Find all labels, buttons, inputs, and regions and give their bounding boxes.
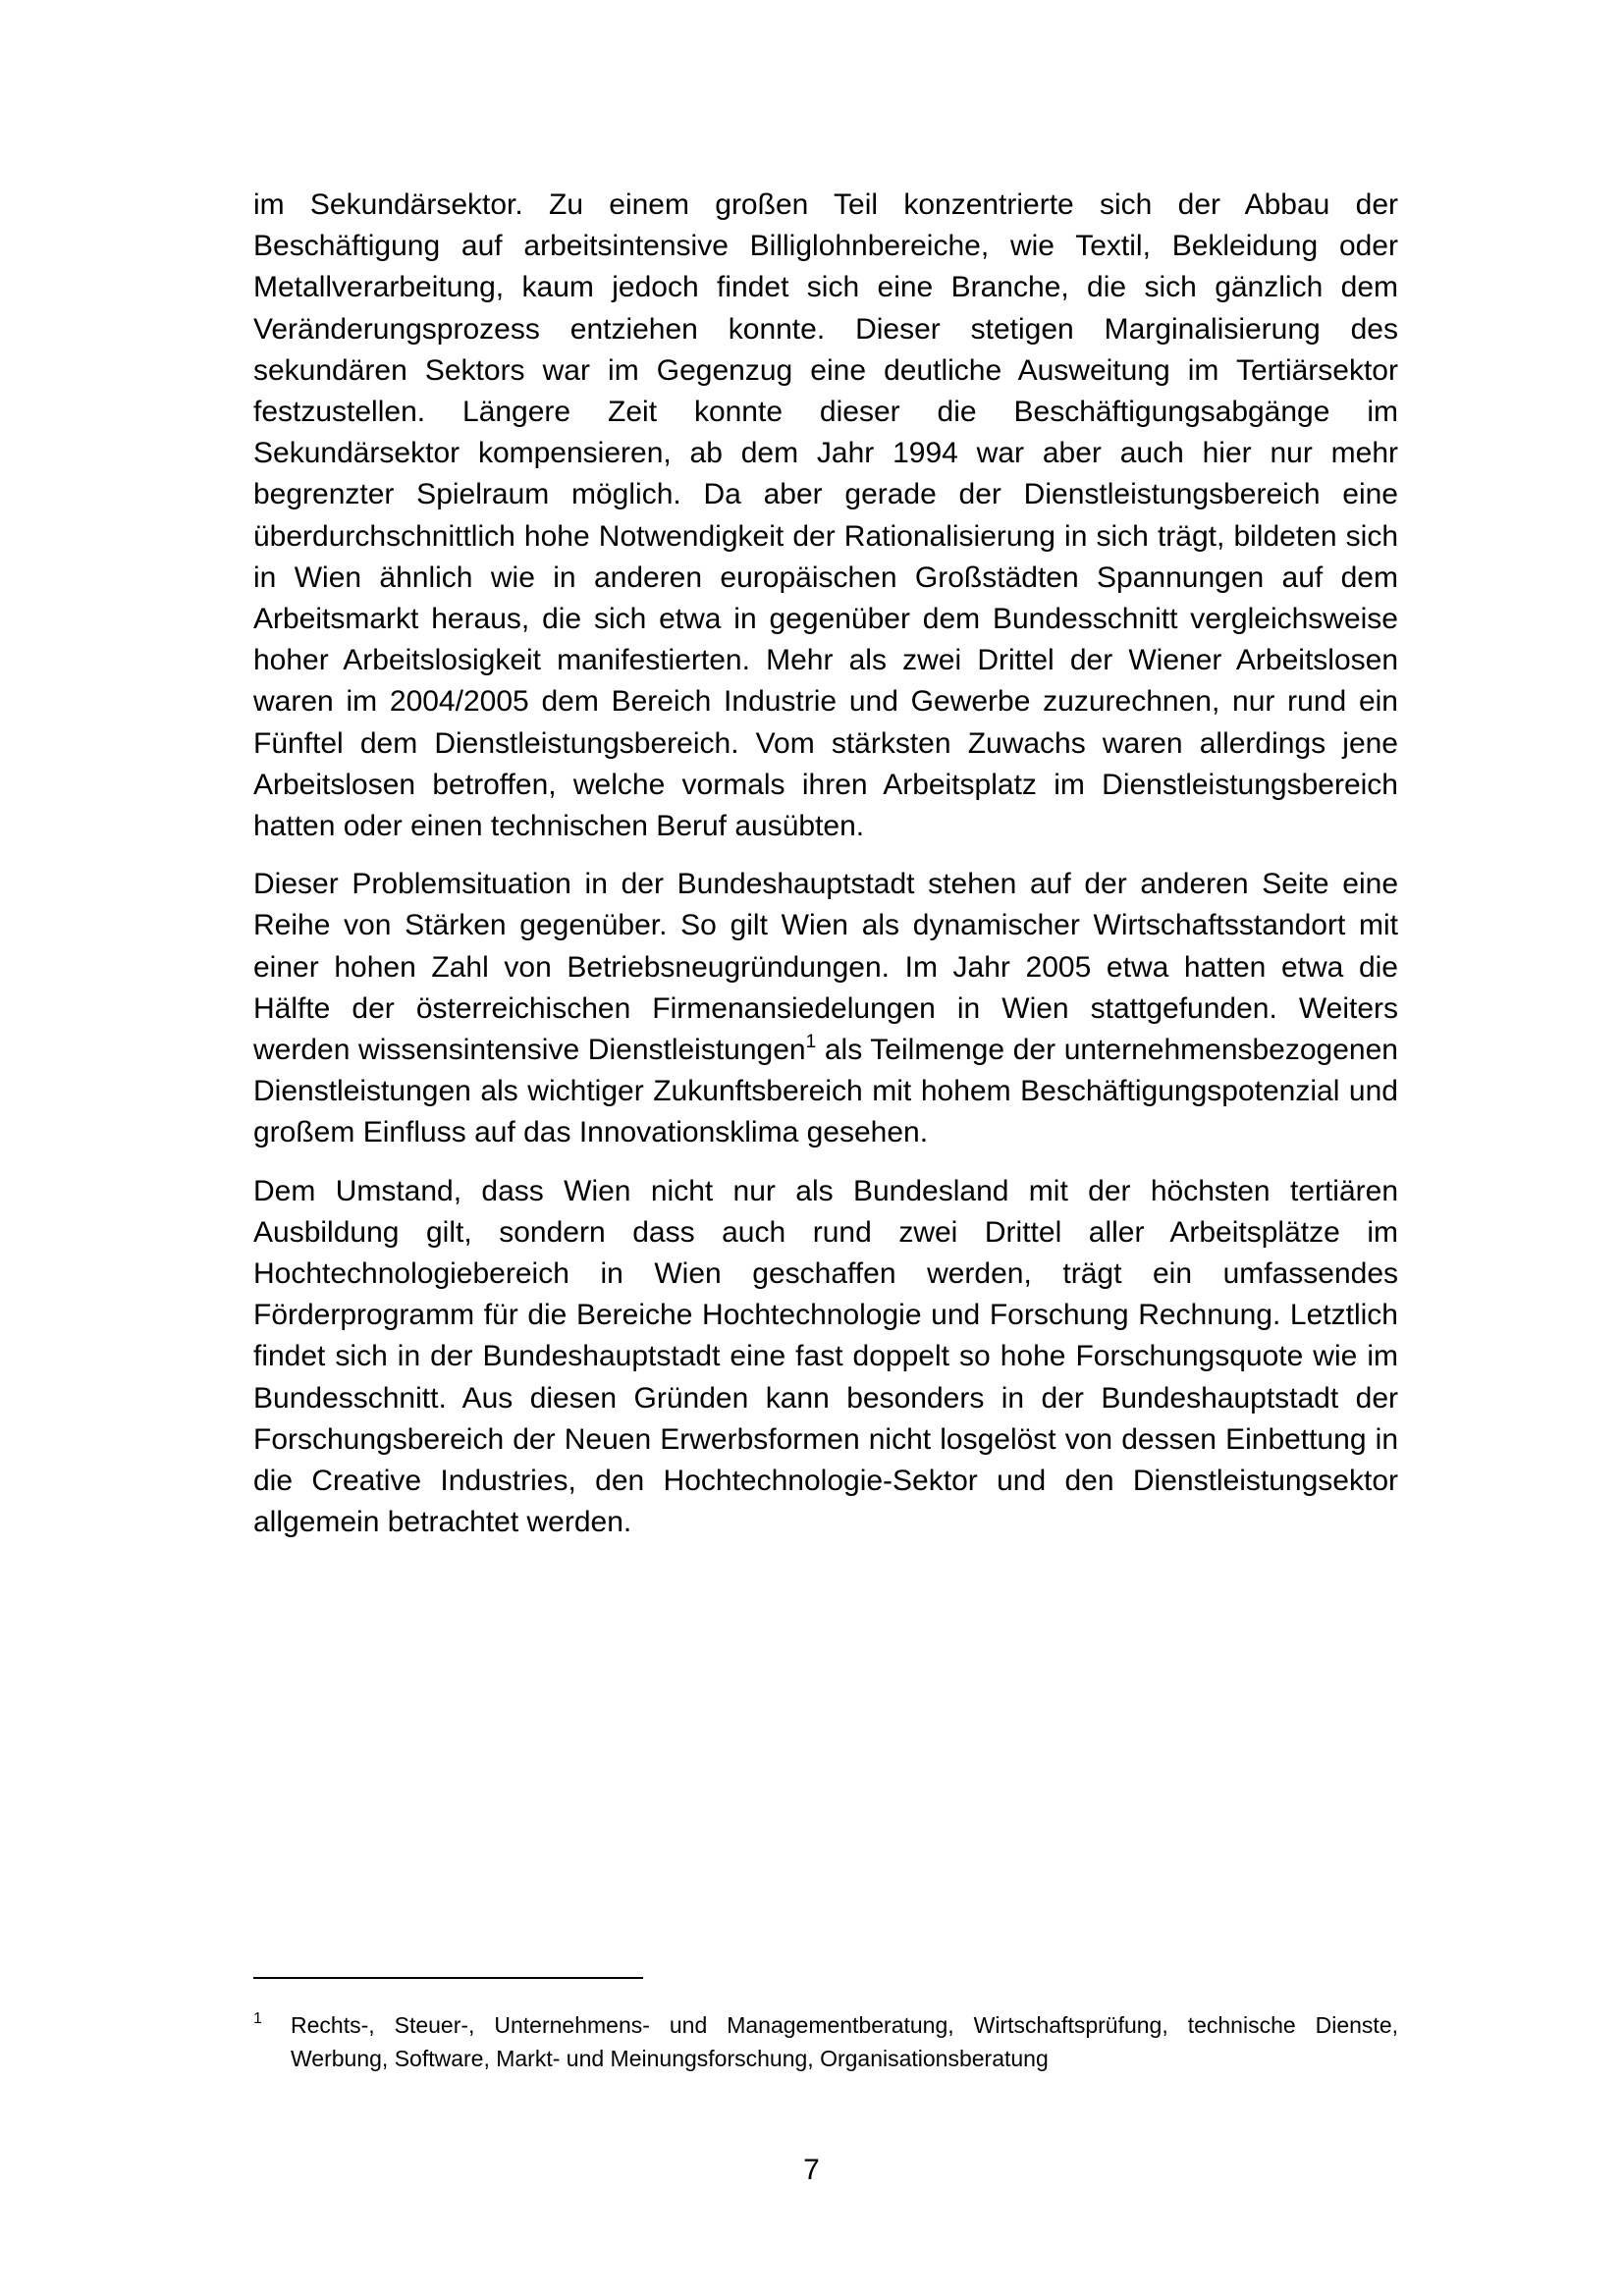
paragraph-3: Dem Umstand, dass Wien nicht nur als Bundesland mit der höchsten tertiären Ausbildung gilt, sondern dass auch rund zwei Drittel aller Arbeitsplätze im Hochtechnologiebereich in Wien geschaffen werden, trägt ein umfassendes Förderprogramm für die Bereiche Hochtechnologie und Forschung Rechnung. Letztlich findet sich in der Bundeshauptstadt eine fast doppelt so hohe Forschungsquote wie im Bundesschnitt. Aus diesen Gründen kann besonders in der Bundeshauptstadt der Forschungsbereich der Neuen Erwerbsformen nicht losgelöst von dessen Einbettung in die Creative Industries, den Hochtechnologie-Sektor und den Dienstleistungsektor allgemein betrachtet werden. (253, 1174, 1398, 1539)
footnote-reference: 1 (805, 1032, 817, 1053)
paragraph-2-text-b: als Teilmenge der unternehmensbezogenen Dienstleistungen als wichtiger Zukunftsbereich mit hohem Beschäftigungspotenzial und großem Einfluss auf das Innovationsklima gesehen. (253, 1034, 1398, 1149)
page-number: 7 (803, 2154, 820, 2186)
paragraph-2 (253, 864, 1398, 1153)
footnote-text: Rechts-, Steuer-, Unternehmens- und Managementberatung, Wirtschaftsprüfung, technische Dienste, Werbung, Software, Markt- und Meinungsforschung, Organisationsberatung (291, 2012, 1398, 2071)
footnote-number: 1 (253, 2010, 262, 2027)
paragraph-2-text-a: Dieser Problemsituation in der Bundeshauptstadt stehen auf der anderen Seite eine Reihe von Stärken gegenüber. So gilt Wien als dynamischer Wirtschaftsstandort mit einer hohen Zahl von Betriebsneugründungen. Im Jahr 2005 etwa hatten etwa die Hälfte der österreichischen Firmenansiedelungen in Wien stattgefunden. Weiters werden wissensintensive Dienstleistungen (253, 868, 1398, 1067)
footnote (253, 2008, 1398, 2075)
footnote-separator (253, 1977, 643, 1979)
body-text (253, 185, 1398, 1561)
paragraph-1: im Sekundärsektor. Zu einem großen Teil konzentrierte sich der Abbau der Beschäftigung auf arbeitsintensive Billiglohnbereiche, wie Textil, Bekleidung oder Metallverarbeitung, kaum jedoch findet sich eine Branche, die sich gänzlich dem Veränderungsprozess entziehen konnte. Dieser stetigen Marginalisierung des sekundären Sektors war im Gegenzug eine deutliche Ausweitung im Tertiärsektor festzustellen. Längere Zeit konnte dieser die Beschäftigungsabgänge im Sekundärsektor kompensieren, ab dem Jahr 1994 war aber auch hier nur mehr begrenzter Spielraum möglich. Da aber gerade der Dienstleistungsbereich eine überdurchschnittlich hohe Notwendigkeit der Rationalisierung in sich trägt, bildeten sich in Wien ähnlich wie in anderen europäischen Großstädten Spannungen auf dem Arbeitsmarkt heraus, die sich etwa in gegenüber dem Bundesschnitt vergleichsweise hoher Arbeitslosigkeit manifestierten. Mehr als zwei Drittel der Wiener Arbeitslosen waren im 2004/2005 dem Bereich Industrie und Gewerbe zuzurechnen, nur rund ein Fünftel dem Dienstleistungsbereich. Vom stärksten Zuwachs waren allerdings jene Arbeitslosen betroffen, welche vormals ihren Arbeitsplatz im Dienstleistungsbereich hatten oder einen technischen Beruf ausübten. (253, 188, 1398, 843)
